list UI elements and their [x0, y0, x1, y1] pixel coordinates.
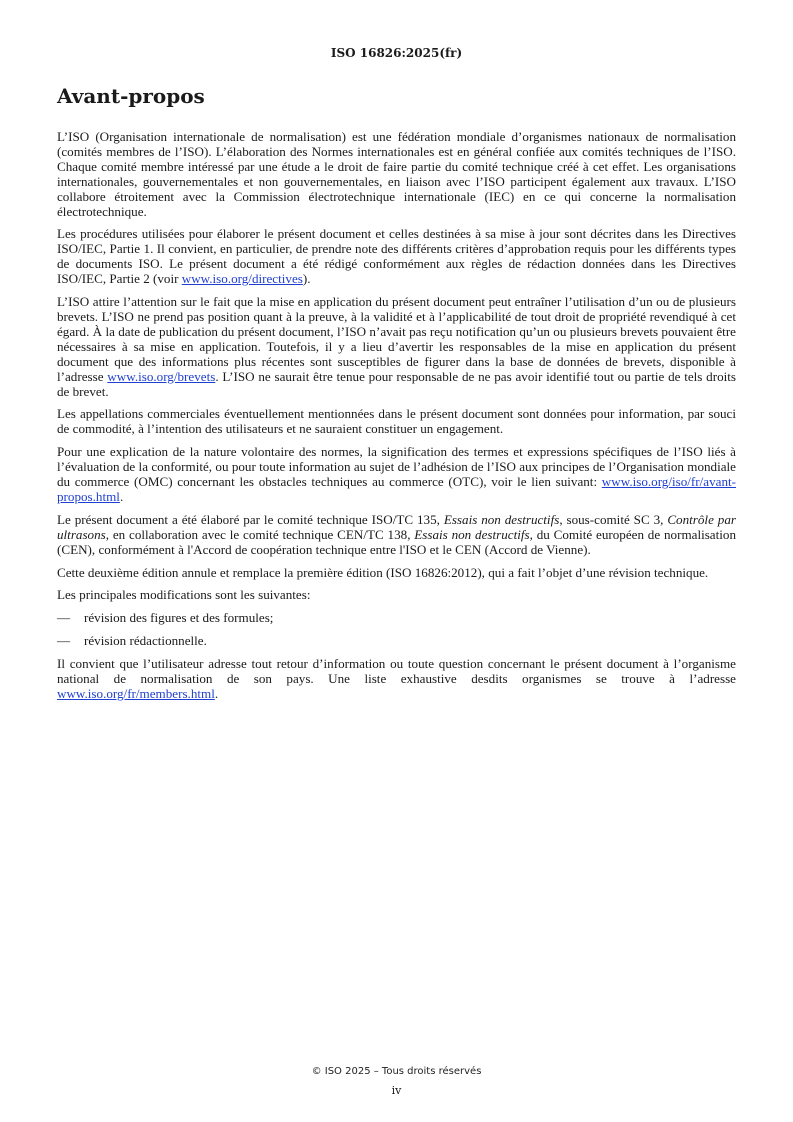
- paragraph-patents: [57, 295, 736, 399]
- list-item: [57, 611, 736, 626]
- document-header: ISO 16826:2025(fr): [330, 46, 463, 60]
- copyright-footer: © ISO 2025 – Tous droits réservés: [311, 1066, 482, 1077]
- link-members[interactable]: www.iso.org/fr/members.html: [57, 686, 215, 701]
- paragraph-text: Le présent document a été élaboré par le comité technique ISO/TC 135,: [57, 511, 444, 527]
- italic-committee-title: Essais non destructifs: [443, 511, 560, 527]
- paragraph-text: ).: [302, 271, 311, 287]
- page-title: Avant-propos: [57, 84, 205, 108]
- paragraph-iso-intro: L’ISO (Organisation internationale de normalisation) est une fédération mondiale d’organismes nationaux de normalisation (comités membres de l’ISO). L’élaboration des Normes internationales est en général confiée aux comités techniques de l’ISO. Chaque comité membre intéressé par une étude a le droit de faire partie du comité technique créé à cet effet. Les organisations internationales, gouvernementales et non gouvernementales, en liaison avec l’ISO participent également aux travaux. L’ISO collabore étroitement avec la Commission électrotechnique internationale (IEC) en ce qui concerne la normalisation électrotechnique.: [57, 129, 736, 219]
- page-number: iv: [391, 1084, 402, 1097]
- list-item: [57, 634, 736, 649]
- paragraph-edition: Cette deuxième édition annule et remplace la première édition (ISO 16826:2012), qui a fait l’objet d’une révision technique.: [57, 564, 709, 580]
- paragraph-feedback: [57, 657, 736, 702]
- paragraph-text: Les procédures utilisées pour élaborer le présent document et celles destinées à sa mise à jour sont décrites dans les Directives ISO/IEC, Partie 1. Il convient, en particulier, de prendre note des différents critères d’approbation requis pour les différents types de documents ISO. Le présent document a été rédigé conformément aux règles de rédaction données dans les Directives ISO/IEC, Partie 2 (voir: [57, 226, 736, 287]
- link-avant-propos[interactable]: www.iso.org/iso/fr/avant-propos.html: [57, 474, 736, 504]
- list-item-text: révision rédactionnelle.: [84, 633, 207, 649]
- dash-marker: —: [57, 633, 71, 649]
- paragraph-changes-intro: Les principales modifications sont les suivantes:: [57, 587, 311, 603]
- paragraph-text: , sous-comité SC 3,: [559, 511, 668, 527]
- paragraph-committee: [57, 513, 736, 558]
- paragraph-text: Il convient que l’utilisateur adresse tout retour d’information ou toute question concernant le présent document à l’organisme national de normalisation de son pays. Une liste exhaustive desdits organismes se trouve à l’adresse: [57, 656, 736, 687]
- list-item-text: révision des figures et des formules;: [84, 610, 274, 626]
- link-brevets[interactable]: www.iso.org/brevets: [107, 368, 216, 384]
- document-body: [57, 130, 736, 710]
- italic-subcommittee-title: Contrôle par ultrasons: [57, 511, 736, 542]
- paragraph-procedures: [57, 227, 736, 287]
- paragraph-text: . L’ISO ne saurait être tenue pour responsable de ne pas avoir identifié tout ou partie de tels droits de brevet.: [57, 368, 736, 399]
- link-directives[interactable]: www.iso.org/directives: [181, 271, 303, 287]
- paragraph-text: Pour une explication de la nature volontaire des normes, la signification des termes et expressions spécifiques de l’ISO liés à l’évaluation de la conformité, ou pour toute information au sujet de l’adhésion de l’ISO aux principes de l’Organisation mondiale du commerce (OMC) concernant les obstacles techniques au commerce (OTC), voir le lien suivant:: [57, 444, 736, 490]
- dash-marker: —: [57, 610, 71, 626]
- paragraph-trade-names: Les appellations commerciales éventuellement mentionnées dans le présent document sont données pour information, par souci de commodité, à l’intention des utilisateurs et ne sauraient constituer un engagement.: [57, 406, 736, 437]
- paragraph-voluntary-nature: [57, 445, 736, 505]
- paragraph-text: du Comité européen de normalisation (CEN), conformément à l'Accord de coopération technique entre l'ISO et le CEN (Accord de Vienne).: [57, 526, 736, 557]
- paragraph-text: L’ISO attire l’attention sur le fait que la mise en application du présent document peut entraîner l’utilisation d’un ou de plusieurs brevets. L’ISO ne prend pas position quant à la preuve, à la validité et à l’applicabilité de tout droit de propriété revendiqué à cet égard. À la date de publication du présent document, l’ISO n’avait pas reçu notification qu’un ou plusieurs brevets pouvaient être nécessaires à sa mise en application. Toutefois, il y a lieu d’avertir les responsables de la mise en application du présent document que des informations plus récentes sont susceptibles de figurer dans la base de données de brevets, disponible à l’adresse: [57, 294, 736, 384]
- paragraph-text: , en collaboration avec le comité technique CEN/TC 138,: [105, 526, 415, 542]
- paragraph-text: .: [119, 488, 124, 504]
- paragraph-text: .: [214, 686, 219, 701]
- italic-cen-committee-title: Essais non destructifs,: [414, 526, 533, 542]
